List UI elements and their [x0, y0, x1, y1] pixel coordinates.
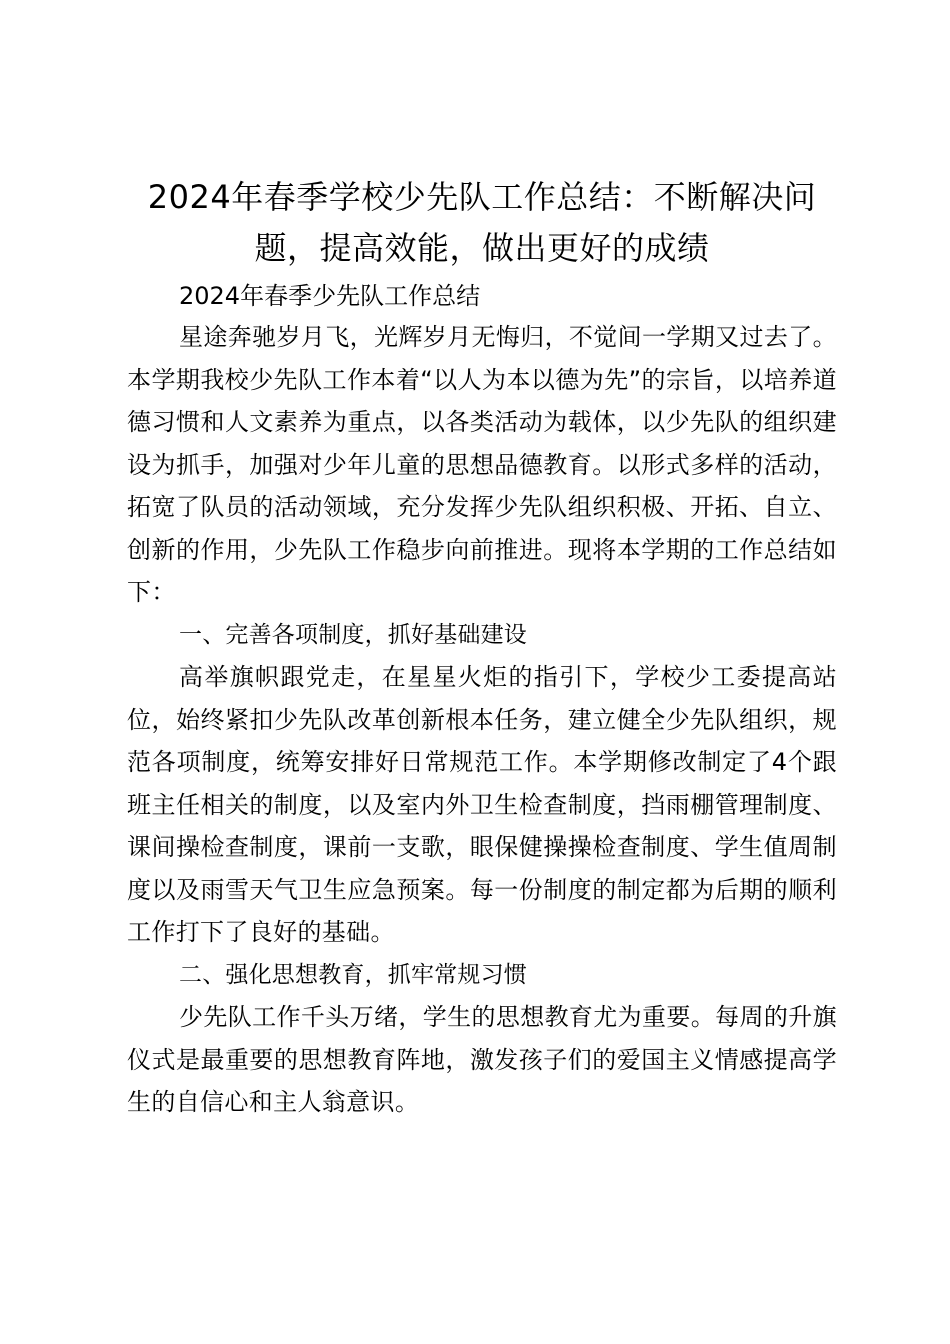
- section-2-heading: 二、强化思想教育，抓牢常规习惯: [179, 961, 527, 988]
- document-subtitle: 2024年春季少先队工作总结: [179, 282, 481, 310]
- section-1-heading: 一、完善各项制度，抓好基础建设: [179, 621, 527, 648]
- intro-paragraph: 星途奔驰岁月飞，光辉岁月无悔归，不觉间一学期又过去了。本学期我校少先队工作本着“以人为本以德为先”的宗旨，以培养道德习惯和人文素养为重点，以各类活动为载体，以少先队的组织建设为抓手，加强对少年儿童的思想品德教育。以形式多样的活动，拓宽了队员的活动领域，充分发挥少先队组织积极、开拓、自立、创新的作用，少先队工作稳步向前推进。现将本学期的工作总结如下：: [127, 323, 837, 606]
- document-title: 2024年春季学校少先队工作总结：不断解决问题，提高效能，做出更好的成绩: [147, 178, 817, 267]
- section-2-paragraph: 少先队工作千头万绪，学生的思想教育尤为重要。每周的升旗仪式是最重要的思想教育阵地，激发孩子们的爱国主义情感提高学生的自信心和主人翁意识。: [127, 1003, 837, 1116]
- document-page: [127, 172, 837, 1124]
- section-1-paragraph: 高举旗帜跟党走，在星星火炬的指引下，学校少工委提高站位，始终紧扣少先队改革创新根本任务，建立健全少先队组织，规范各项制度，统筹安排好日常规范工作。本学期修改制定了4个跟班主任相关的制度，以及室内外卫生检查制度，挡雨棚管理制度、课间操检查制度，课前一支歌，眼保健操操检查制度、学生值周制度以及雨雪天气卫生应急预案。每一份制度的制定都为后期的顺利工作打下了良好的基础。: [127, 663, 837, 946]
